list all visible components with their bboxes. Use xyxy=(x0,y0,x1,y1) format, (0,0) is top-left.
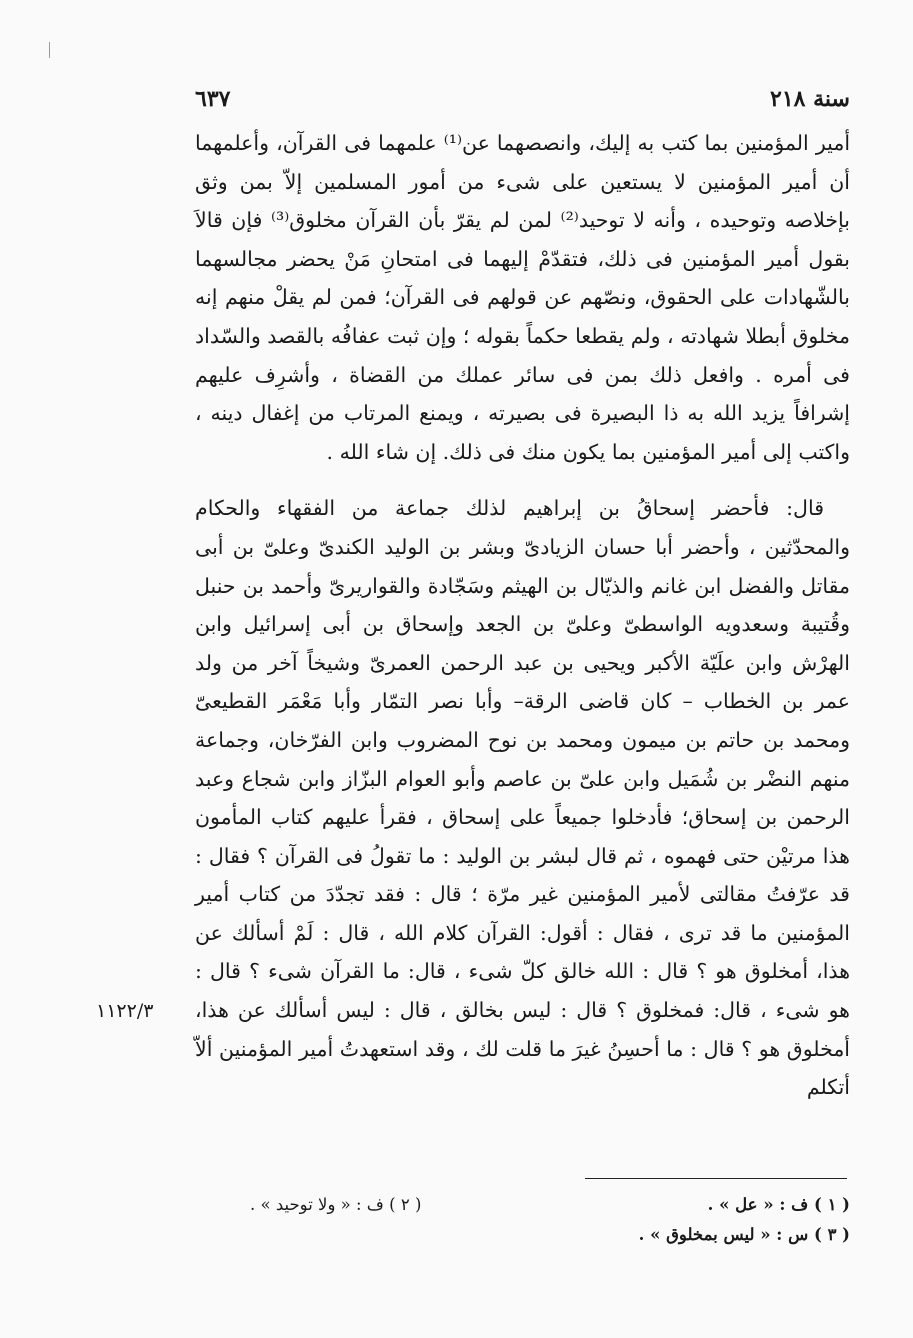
text-line: فقال : أقول: القرآن كلام الله ، قال : لَمْ أسألك عن هذا، أمخلوق هو ؟ xyxy=(195,920,851,984)
text-line: أمير المؤمنين بما كتب به إليك، وانصصهما عن⁽¹⁾ علمهما فى القرآن، وأعلمهما xyxy=(195,131,851,155)
text-line: المؤمنين غير مرّة ؛ قال : فقد تجدّدَ من كتاب أمير المؤمنين ما قد ترى ، xyxy=(195,882,850,945)
text-line: جميعاً على إسحاق ، فقرأ عليهم كتاب المأمون هذا مرتيْن حتى فهموه ، ثم xyxy=(195,805,850,868)
text-line: الأكبر ويحيى بن عبد الرحمن العمرىّ وشيخاً آخر من ولد عمر بن الخطاب – xyxy=(195,650,850,714)
text-line: كان قاضى الرقة– وأبا نصر التمّار وأبا مَعْمَر القطيعىّ ومحمد بن حاتم بن ميمون xyxy=(195,689,850,752)
text-line: وتوحيده ، وأنه لا توحيد⁽²⁾ لمن لم يقرّ بأن القرآن مخلوق⁽³⁾ فإن قالاَ بقول xyxy=(195,208,850,271)
footnote-row xyxy=(250,1220,850,1250)
footnote-1: ( ١ ) ف : « عل » . xyxy=(707,1195,850,1214)
text-line: شهادته ، ولم يقطعا حكماً بقوله ؛ وإن ثبت عفافُه بالقصد والسّداد فى أمره . xyxy=(195,323,850,387)
text-line: وافعل ذلك بمن فى سائر عملك من القضاة ، وأشرِف عليهم إشرافاً يزيد الله xyxy=(195,362,850,426)
footnote-divider xyxy=(585,1178,847,1179)
footnotes xyxy=(250,1190,850,1250)
text-line: أمير المؤمنين بما يكون منك فى ذلك. إن شاء الله . xyxy=(326,439,757,464)
footnote-row xyxy=(250,1190,850,1220)
paragraph-assembly xyxy=(195,489,850,1107)
text-line: قال : ما أحسِنُ غيرَ ما قلت لك ، وقد استعهدتُ أمير المؤمنين ألاّ أتكلم xyxy=(195,1036,850,1100)
text-line: قال: فأحضر إسحاقُ بن إبراهيم لذلك جماعة من الفقهاء والحكام والمحدّثين ، xyxy=(195,496,850,559)
text-line: قال : الله خالق كلّ شىء ، قال: ما القرآن شىء ؟ قال : هو شىء ، قال: xyxy=(195,959,850,1023)
scan-speck xyxy=(49,42,50,58)
footnote-2: ( ٢ ) ف : « ولا توحيد » . xyxy=(250,1195,422,1214)
header-year: سنة ٢١٨ xyxy=(770,86,850,112)
running-header xyxy=(195,86,850,116)
text-line: الواسطىّ وعلىّ بن الجعد وإسحاق بن أبى إسرائيل وابن الهرْش وابن علَيّة xyxy=(195,612,850,675)
paragraph-letter-end xyxy=(195,124,850,471)
text-line: أمير المؤمنين فى ذلك، فتقدّمْ إليهما فى امتحانِ مَنْ يحضر مجالسهما بالشّهادات xyxy=(195,246,850,310)
text-line: قال لبشر بن الوليد : ما تقولُ فى القرآن ؟ فقال : قد عرّفتُ مقالتى لأمير xyxy=(195,843,850,907)
text-line: به ذا البصيرة فى بصيرته ، ويمنع المرتاب من إغفال دينه ، واكتب إلى xyxy=(195,401,850,464)
text-line: علىّ بن عاصم وأبو العوام البزّاز وابن شجاع وعبد الرحمن بن إسحاق؛ فأدخلوا xyxy=(195,766,850,830)
text-line: وأحضر أبا حسان الزيادىّ وبشر بن الوليد الكندىّ وعلىّ بن أبى مقاتل والفضل xyxy=(195,534,850,598)
page-number: ٦٣٧ xyxy=(195,86,231,112)
text-line: ابن غانم والذيّال بن الهيثم وسَجّادة والقواريرىّ وأحمد بن حنبل وقُتيبة وسعدويه xyxy=(195,573,850,637)
text-line: فمخلوق ؟ قال : ليس بخالق ، قال : ليس أسألك عن هذا، أمخلوق هو ؟ xyxy=(195,998,850,1061)
text-line: أن أمير المؤمنين لا يستعين على شىء من أمور المسلمين إلاّ بمن وثق بإخلاصه xyxy=(195,169,850,233)
text-line: على الحقوق، ونصّهم عن قولهم فى القرآن؛ فمن لم يقلْ منهم إنه مخلوق أبطلا xyxy=(195,285,850,348)
footnote-3: ( ٣ ) س : « ليس بمخلوق » . xyxy=(638,1225,850,1244)
margin-reference: ١١٢٢/٣ xyxy=(96,1000,154,1022)
body-text xyxy=(195,124,850,1107)
text-line: ومحمد بن نوح المضروب وابن الفرّخان، وجماعة منهم النضْر بن شُمَيل وابن xyxy=(195,727,851,791)
